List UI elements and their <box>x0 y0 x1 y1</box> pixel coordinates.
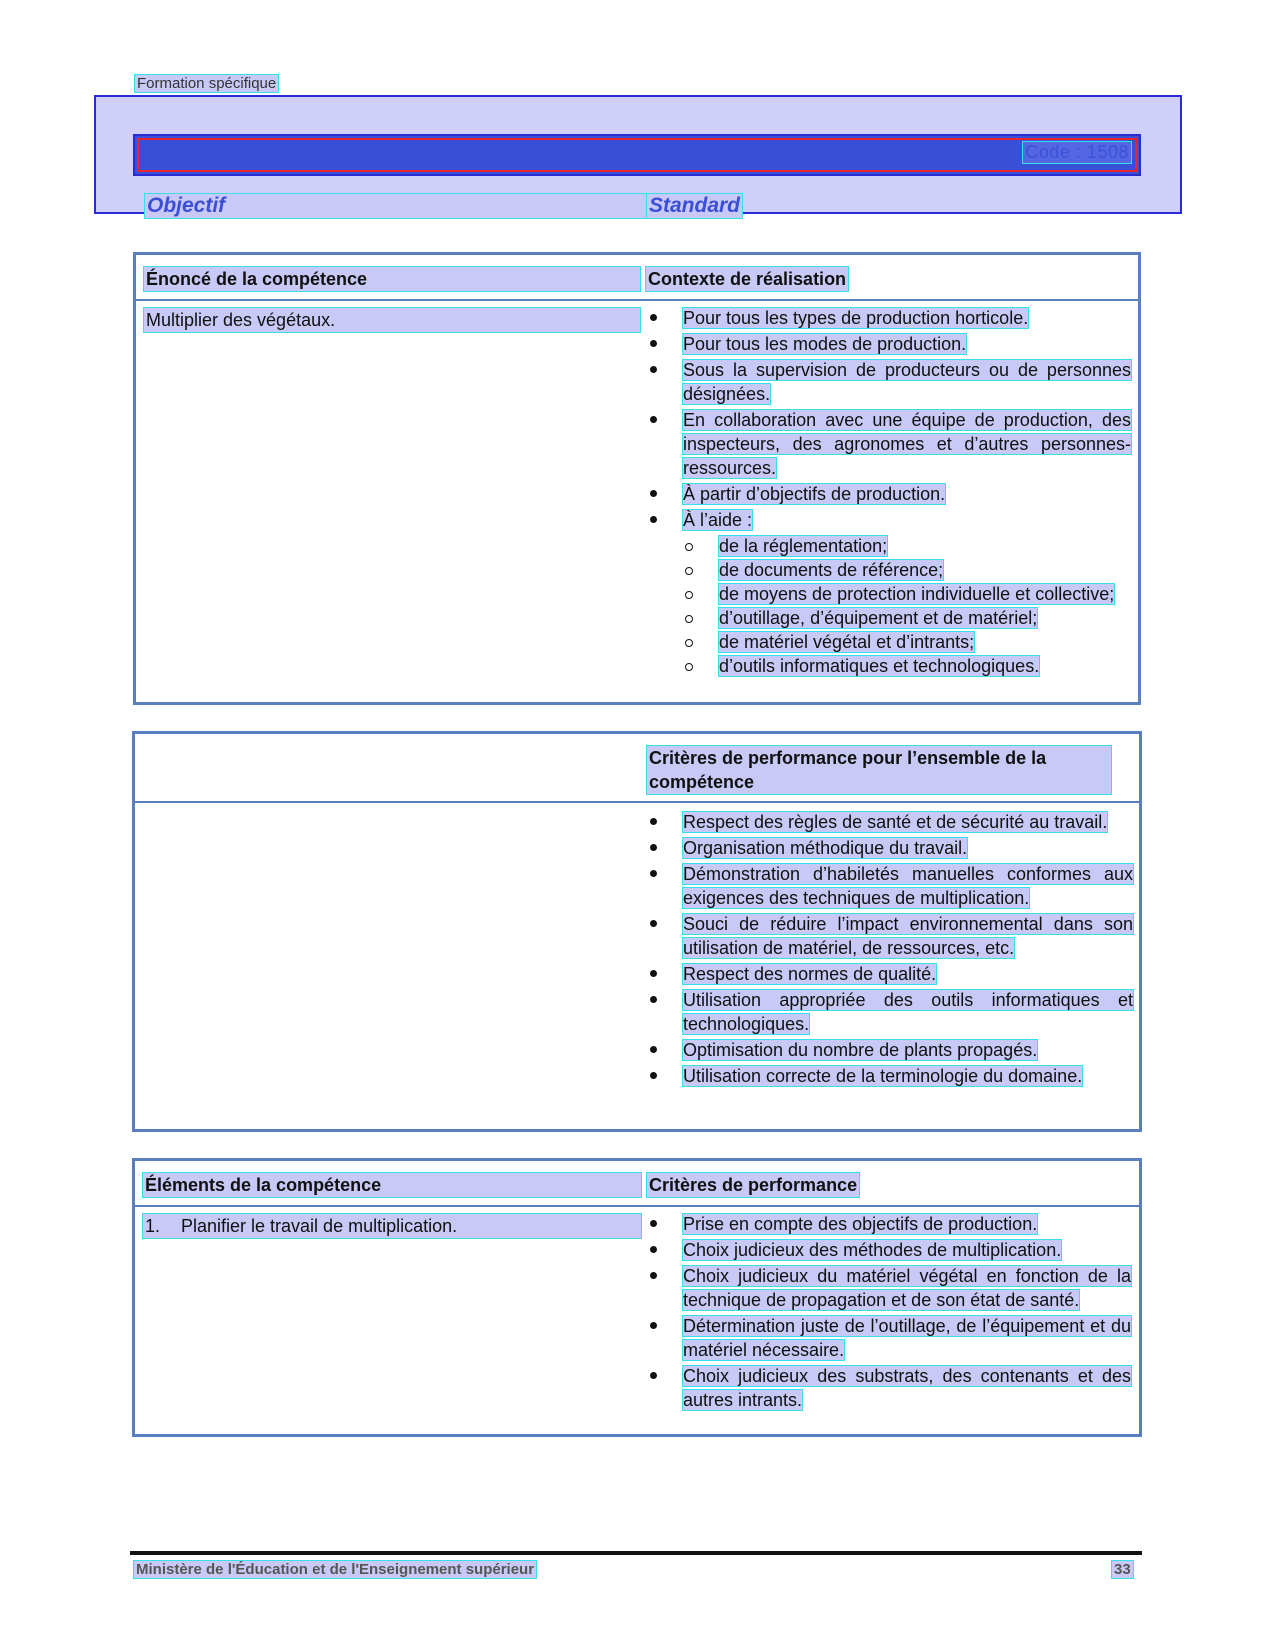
sub-list-item: de moyens de protection individuelle et collective; <box>719 584 1115 604</box>
competency-code: Code : 1508 <box>1025 142 1129 162</box>
competency-statement: Multiplier des végétaux. <box>144 308 640 332</box>
list-item: Sous la supervision de producteurs ou de personnes désignées. <box>683 360 1131 404</box>
list-item: Organisation méthodique du travail. <box>683 838 968 858</box>
elements-heading: Éléments de la compétence <box>143 1173 641 1197</box>
list-item: Choix judicieux du matériel végétal en fonction de la technique de propagation et de son état de santé. <box>683 1266 1131 1310</box>
sub-list-item: de matériel végétal et d’intrants; <box>719 632 975 652</box>
header-divider <box>135 1205 1139 1207</box>
list-item: À l’aide : de la réglementation; de documents de référence; de moyens de protection individuelle et collective; d’outillage, d’équipement et de matériel; de matériel végétal et d’intrants; d’outils informatiques et technologiques. <box>647 508 1131 678</box>
global-criteria-heading: Critères de performance pour l’ensemble de la compétence <box>647 746 1111 794</box>
list-item: Utilisation appropriée des outils informatiques et technologiques. <box>683 990 1133 1034</box>
global-criteria-list <box>647 810 1133 1090</box>
list-item: À partir d’objectifs de production. <box>683 484 946 504</box>
element-text: Planifier le travail de multiplication. <box>181 1216 458 1236</box>
list-item: Prise en compte des objectifs de production. <box>683 1214 1038 1234</box>
criteria-heading: Critères de performance <box>649 1175 858 1195</box>
element-criteria-table <box>132 1158 1142 1437</box>
statement-heading: Énoncé de la compétence <box>144 267 640 291</box>
list-item: Pour tous les types de production horticole. <box>683 308 1029 328</box>
code-bar-frame <box>137 138 1137 172</box>
footer-ministry: Ministère de l'Éducation et de l'Enseignement supérieur <box>136 1561 535 1578</box>
list-item: Souci de réduire l’impact environnemental dans son utilisation de matériel, de ressources, etc. <box>683 914 1133 958</box>
element-number: 1. <box>145 1216 161 1236</box>
document-section-label: Formation spécifique <box>137 75 277 92</box>
list-item: En collaboration avec une équipe de production, des inspecteurs, des agronomes et d’autres personnes-ressources. <box>683 410 1131 478</box>
list-item: Pour tous les modes de production. <box>683 334 967 354</box>
list-item: Choix judicieux des substrats, des contenants et des autres intrants. <box>683 1366 1131 1410</box>
list-item: Respect des normes de qualité. <box>683 964 937 984</box>
sub-list-item: d’outillage, d’équipement et de matériel; <box>719 608 1038 628</box>
footer-rule <box>130 1551 1142 1555</box>
list-item: Choix judicieux des méthodes de multiplication. <box>683 1240 1062 1260</box>
list-item: Détermination juste de l’outillage, de l’équipement et du matériel nécessaire. <box>683 1316 1131 1360</box>
standard-label: Standard <box>649 194 741 217</box>
code-bar <box>133 134 1141 176</box>
competency-statement-table <box>133 252 1141 705</box>
header-divider <box>135 801 1139 803</box>
sub-list-item: de documents de référence; <box>719 560 944 580</box>
list-item: Optimisation du nombre de plants propagés. <box>683 1040 1038 1060</box>
aide-sublist <box>683 534 1131 678</box>
list-item: Utilisation correcte de la terminologie du domaine. <box>683 1066 1083 1086</box>
header-divider <box>136 299 1138 301</box>
objectif-label: Objectif <box>145 194 647 218</box>
sub-list-item: de la réglementation; <box>719 536 888 556</box>
global-criteria-table <box>132 731 1142 1132</box>
competency-element <box>143 1214 641 1238</box>
element-criteria-list <box>647 1212 1131 1414</box>
context-heading: Contexte de réalisation <box>648 269 847 289</box>
list-item: Respect des règles de santé et de sécurité au travail. <box>683 812 1108 832</box>
list-item: Démonstration d’habiletés manuelles conformes aux exigences des techniques de multiplication. <box>683 864 1133 908</box>
page-number: 33 <box>1114 1561 1131 1578</box>
context-list <box>647 306 1131 680</box>
sub-list-item: d’outils informatiques et technologiques. <box>719 656 1040 676</box>
